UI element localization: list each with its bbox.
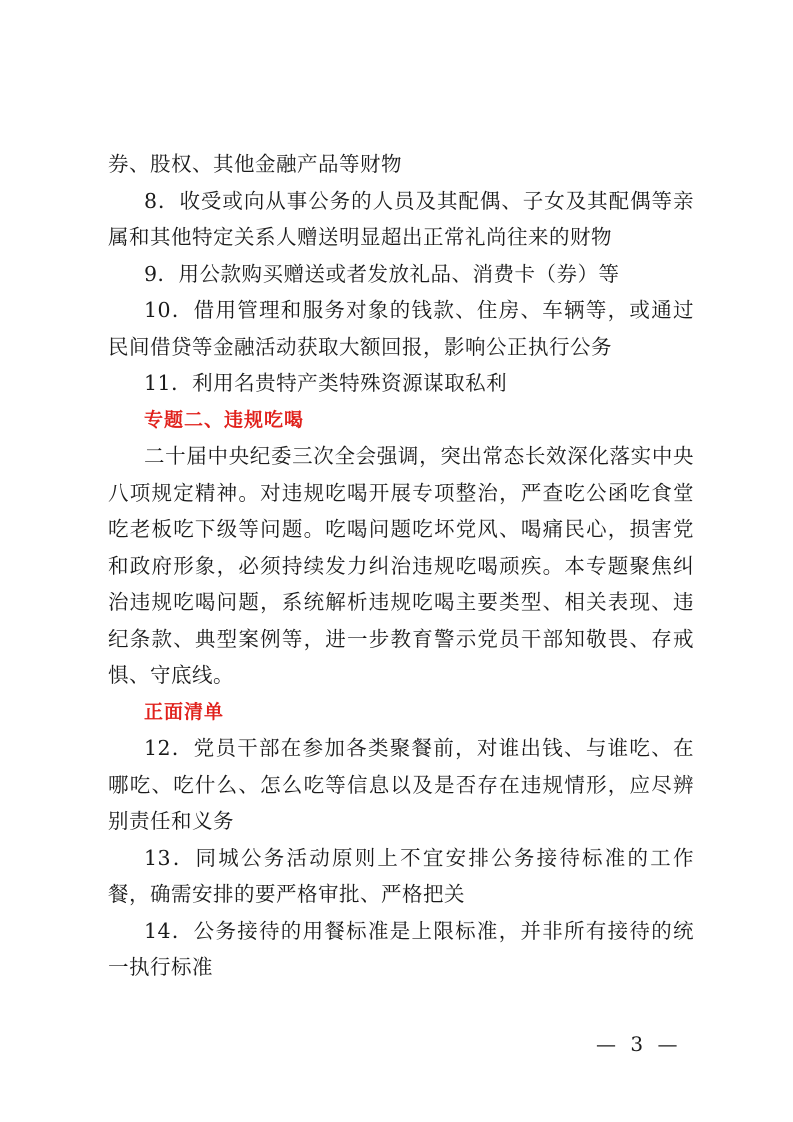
list-item-13: 13．同城公务活动原则上不宜安排公务接待标准的工作餐，确需安排的要严格审批、严格把关 — [108, 845, 694, 906]
document-body — [108, 146, 694, 986]
paragraph-continued: 券、股权、其他金融产品等财物 — [108, 152, 402, 176]
list-item-8: 8．收受或向从事公务的人员及其配偶、子女及其配偶等亲属和其他特定关系人赠送明显超出正常礼尚往来的财物 — [108, 188, 694, 249]
page-number: — 3 — — [596, 1032, 682, 1056]
section-heading-topic-2: 专题二、违规吃喝 — [144, 408, 305, 431]
list-item-14: 14．公务接待的用餐标准是上限标准，并非所有接待的统一执行标准 — [108, 918, 694, 979]
list-item-9: 9．用公款购买赠送或者发放礼品、消费卡（券）等 — [144, 261, 620, 286]
list-item-12: 12．党员干部在参加各类聚餐前，对谁出钱、与谁吃、在哪吃、吃什么、怎么吃等信息以及是否存在违规情形，应尽辨别责任和义务 — [108, 736, 694, 833]
list-item-11: 11．利用名贵特产类特殊资源谋取私利 — [144, 371, 508, 395]
list-item-10: 10．借用管理和服务对象的钱款、住房、车辆等，或通过民间借贷等金融活动获取大额回报，影响公正执行公务 — [108, 298, 694, 359]
intro-paragraph: 二十届中央纪委三次全会强调，突出常态长效深化落实中央八项规定精神。对违规吃喝开展专项整治，严查吃公函吃食堂吃老板吃下级等问题。吃喝问题吃坏党风、喝痛民心，损害党和政府形象，必须持续发力纠治违规吃喝顽疾。本专题聚焦纠治违规吃喝问题，系统解析违规吃喝主要类型、相关表现、违纪条款、典型案例等，进一步教育警示党员干部知敬畏、存戒惧、守底线。 — [108, 444, 694, 687]
section-heading-positive-list: 正面清单 — [144, 700, 225, 723]
